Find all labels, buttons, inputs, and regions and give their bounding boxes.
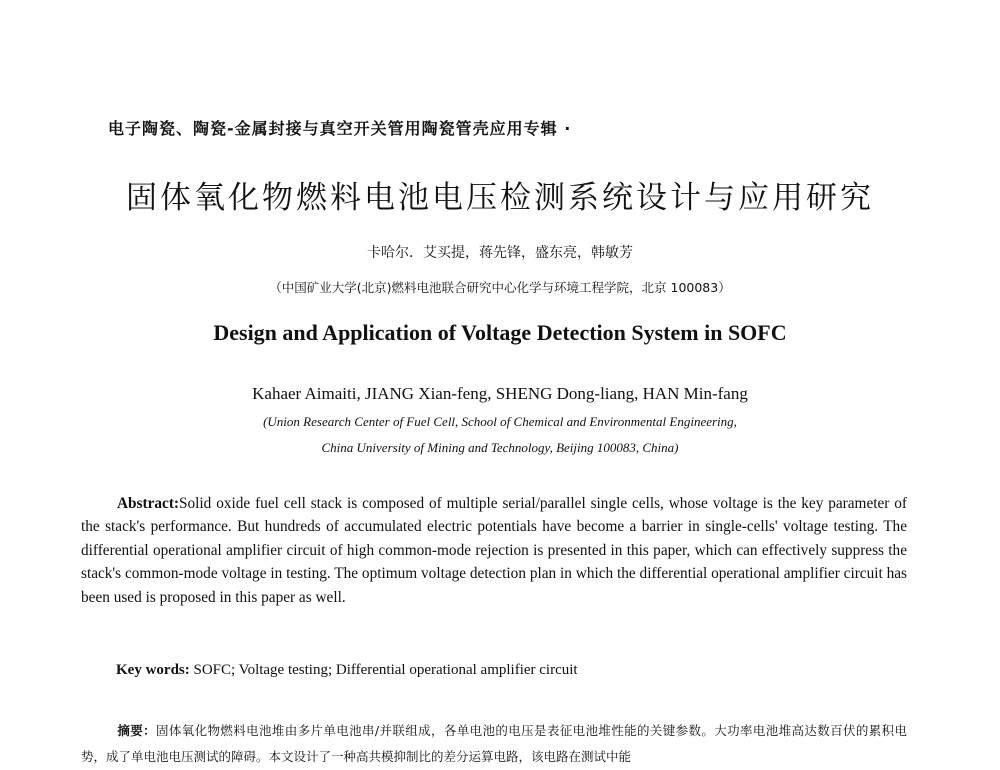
english-affiliation-line-2: China University of Mining and Technology, Beijing 100083, China) xyxy=(321,440,679,455)
english-authors: Kahaer Aimaiti, JIANG Xian-feng, SHENG Dong-liang, HAN Min-fang xyxy=(252,384,748,403)
keywords-label: Key words: xyxy=(116,662,190,678)
chinese-abstract-label: 摘要： xyxy=(117,723,157,738)
abstract-text: Solid oxide fuel cell stack is composed of multiple serial/parallel single cells, whose voltage is the key parameter of the stack's performance. But hundreds of accumulated electric potentials have become a barrier in single-cells' voltage testing. The differential operational amplifier circuit of high common-mode rejection is presented in this paper, which can effectively suppress the stack's common-mode voltage in testing. The optimum voltage detection plan in which the differential operational amplifier circuit has been used is proposed in this paper as well. xyxy=(81,495,907,606)
english-abstract xyxy=(81,492,907,609)
english-title: Design and Application of Voltage Detection System in SOFC xyxy=(213,320,787,345)
english-affiliation-line-1: (Union Research Center of Fuel Cell, School of Chemical and Environmental Engineering, xyxy=(263,414,737,429)
english-keywords xyxy=(116,662,578,679)
keywords-text: SOFC; Voltage testing; Differential operational amplifier circuit xyxy=(193,662,578,678)
chinese-affiliation: （中国矿业大学(北京)燃料电池联合研究中心化学与环境工程学院，北京 100083） xyxy=(269,280,731,295)
chinese-title: 固体氧化物燃料电池电压检测系统设计与应用研究 xyxy=(126,180,874,216)
chinese-abstract-text: 固体氧化物燃料电池堆由多片单电池串/并联组成，各单电池的电压是表征电池堆性能的关键参数。大功率电池堆高达数百伏的累积电势，成了单电池电压测试的障碍。本文设计了一种高共模抑制比的差分运算电路，该电路在测试中能 xyxy=(81,723,907,764)
chinese-abstract xyxy=(81,718,907,770)
chinese-authors: 卡哈尔．艾买提，蒋先锋，盛东亮，韩敏芳 xyxy=(367,245,633,261)
journal-series-header: 电子陶瓷、陶瓷-金属封接与真空开关管用陶瓷管壳应用专辑 · xyxy=(108,119,572,138)
abstract-label: Abstract: xyxy=(117,495,180,512)
